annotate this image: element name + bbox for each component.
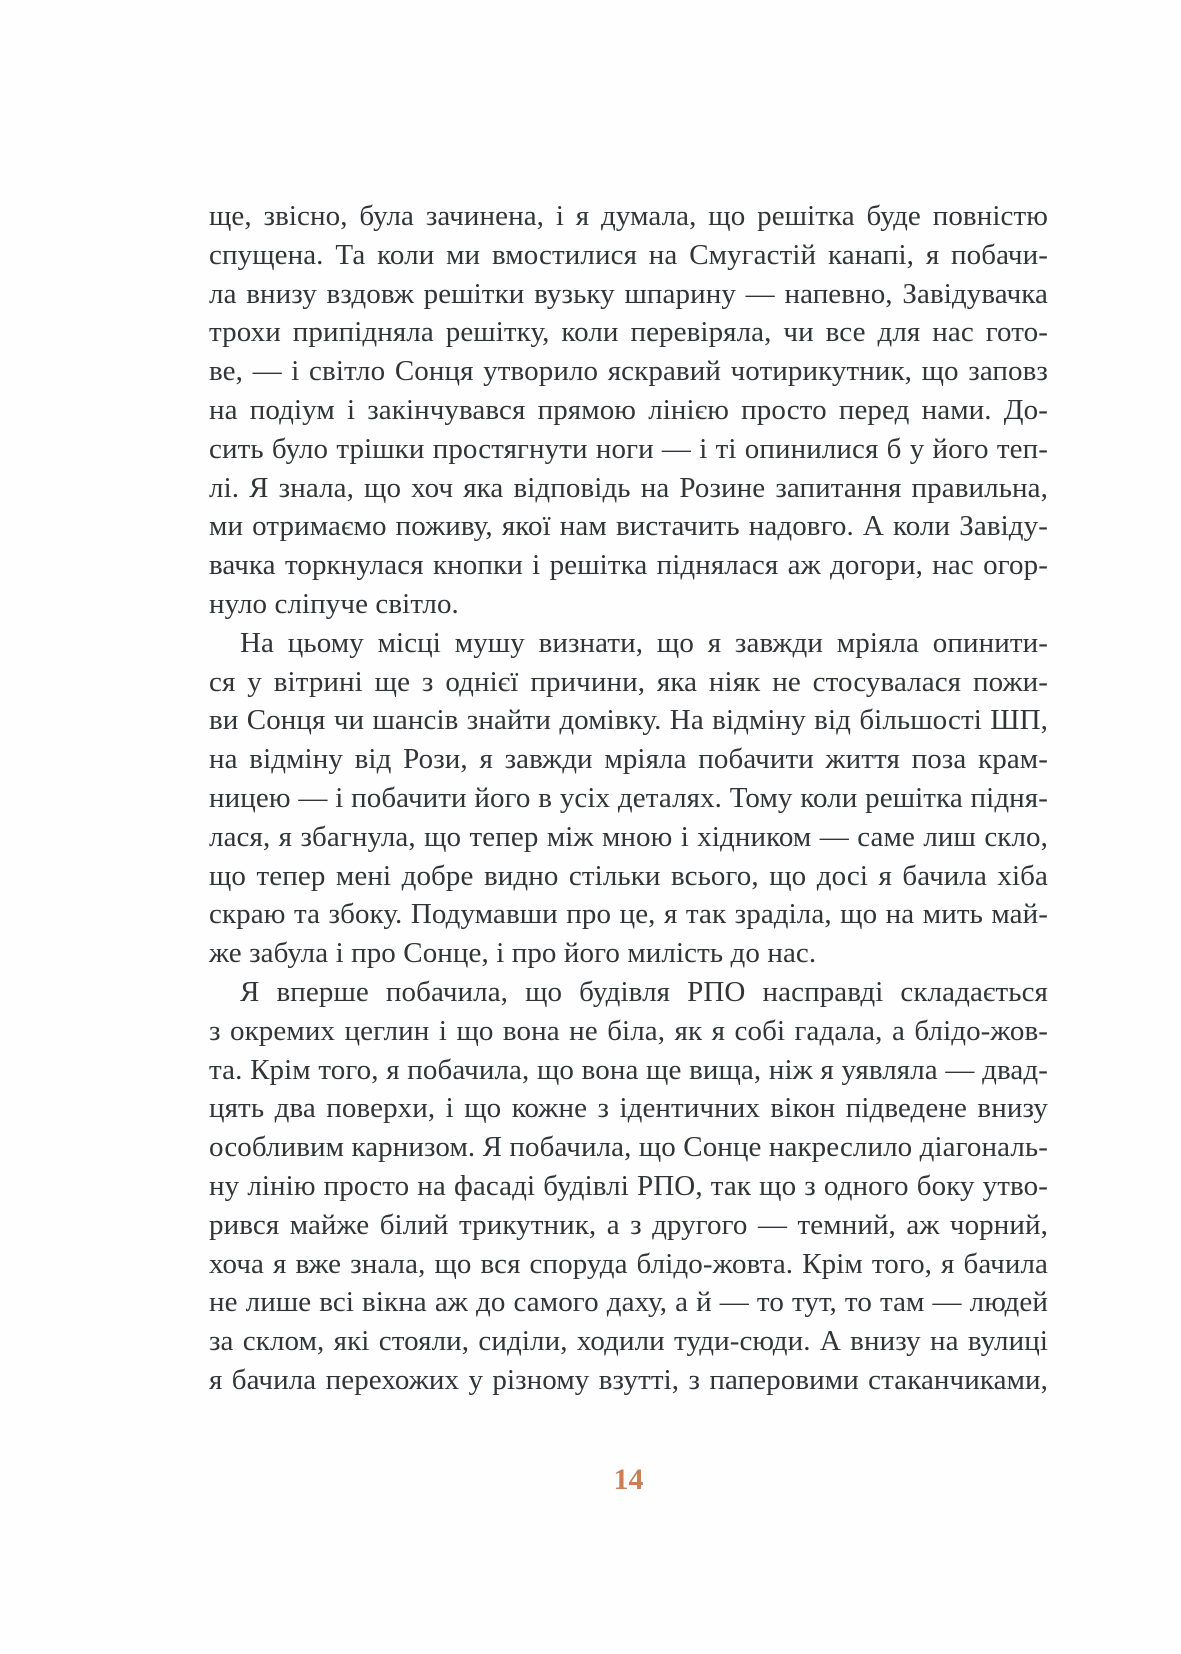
text-line: особливим карнизом. Я побачила, що Сонце накреслило діагональ- (209, 1131, 1048, 1164)
text-line: цять два поверхи, і що кожне з ідентичних вікон підведене внизу (209, 1092, 1048, 1125)
text-line: сить було трішки простягнути ноги — і ті опинилися б у його теп- (209, 432, 1048, 465)
text-line: лася, я збагнула, що тепер між мною і хідником — саме лиш скло, (209, 820, 1048, 853)
text-line: ну лінію просто на фасаді будівлі РПО, так що з одного боку утво- (209, 1169, 1048, 1202)
text-line: та. Крім того, я побачила, що вона ще вища, ніж я уявляла — двад- (209, 1053, 1048, 1086)
text-line: На цьому місці мушу визнати, що я завжди мріяла опинити- (240, 626, 1048, 659)
text-line: не лише всі вікна аж до самого даху, а й — то тут, то там — людей (209, 1286, 1048, 1319)
text-line: лі. Я знала, що хоч яка відповідь на Розине запитання правильна, (209, 471, 1048, 504)
page-number: 14 (613, 1463, 644, 1496)
paragraph (209, 973, 1048, 1400)
text-line: за склом, які стояли, сиділи, ходили туди-сюди. А внизу на вулиці (209, 1325, 1048, 1358)
text-line: ми отримаємо поживу, якої нам вистачить надовго. А коли Завіду- (209, 510, 1048, 543)
text-line: що тепер мені добре видно стільки всього, що досі я бачила хіба (209, 859, 1048, 892)
text-line: ла внизу вздовж решітки вузьку шпарину — напевно, Завідувачка (209, 277, 1048, 310)
text-line: Я вперше побачила, що будівля РПО насправді складається (240, 975, 1048, 1008)
text-line: вачка торкнулася кнопки і решітка піднялася аж догори, нас огор- (209, 549, 1048, 582)
text-line: я бачила перехожих у різному взутті, з паперовими стаканчиками, (209, 1363, 1048, 1396)
text-line: ви Сонця чи шансів знайти домівку. На відміну від більшості ШП, (209, 704, 1048, 737)
text-line: хоча я вже знала, що вся споруда блідо-жовта. Крім того, я бачила (209, 1247, 1048, 1280)
text-line: нуло сліпуче світло. (209, 587, 459, 620)
text-line: же забула і про Сонце, і про його милість до нас. (209, 937, 817, 970)
text-line: ще, звісно, була зачинена, і я думала, що решітка буде повністю (209, 200, 1048, 232)
text-line: з окремих цеглин і що вона не біла, як я собі гадала, а блідо-жов- (209, 1014, 1048, 1047)
text-line: ницею — і побачити його в усіх деталях. Тому коли решітка підня- (209, 781, 1048, 814)
text-line: скраю та збоку. Подумавши про це, я так зраділа, що на мить май- (209, 898, 1048, 931)
paragraph (209, 624, 1048, 973)
text-line: спущена. Та коли ми вмостилися на Смугастій канапі, я побачи- (209, 238, 1048, 271)
text-line: рився майже білий трикутник, а з другого — темний, аж чорний, (209, 1208, 1048, 1241)
text-line: на подіум і закінчувався прямою лінією просто перед нами. До- (209, 393, 1048, 426)
text-block (209, 197, 1048, 1400)
text-line: ве, — і світло Сонця утворило яскравий чотирикутник, що заповз (209, 355, 1048, 388)
text-line: трохи припідняла решітку, коли перевіряла, чи все для нас гото- (209, 316, 1048, 349)
paragraph (209, 197, 1048, 624)
text-line: ся у вітрині ще з однієї причини, яка ніяк не стосувалася пожи- (209, 665, 1048, 698)
text-line: на відміну від Рози, я завжди мріяла побачити життя поза крам- (209, 743, 1048, 776)
